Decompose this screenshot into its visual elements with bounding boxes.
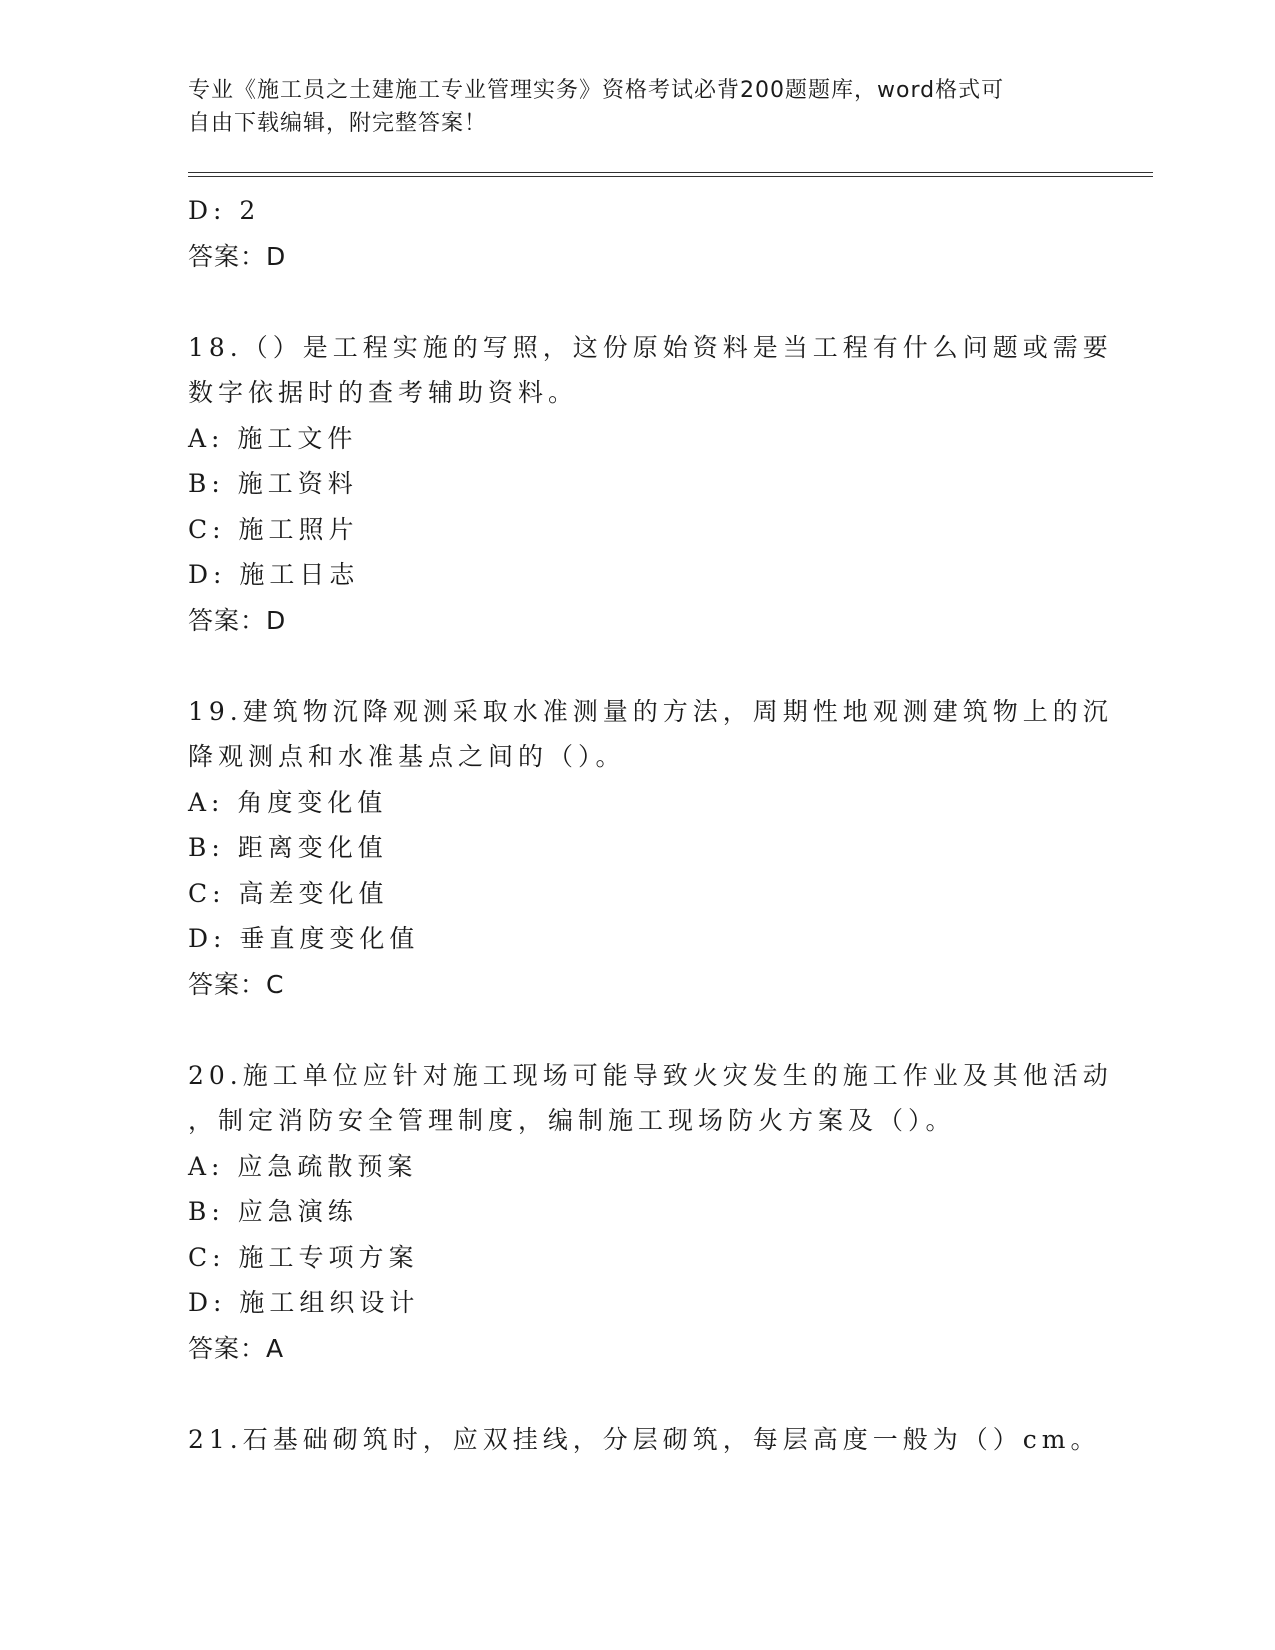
header-line-2: 自由下载编辑，附完整答案！ xyxy=(188,111,488,136)
question-content xyxy=(188,188,1113,1462)
option-d: D: 垂直度变化值 xyxy=(188,924,420,953)
question-text-line-1: 20.施工单位应针对施工现场可能导致火灾发生的施工作业及其他活动 xyxy=(188,1060,1113,1090)
option-b: B: 距离变化值 xyxy=(188,833,388,862)
question-19 xyxy=(188,689,1113,1008)
option-b: B: 应急演练 xyxy=(188,1197,358,1226)
header-line-1: 专业《施工员之土建施工专业管理实务》资格考试必背200题题库，word格式可 xyxy=(188,78,1005,103)
question-20 xyxy=(188,1053,1113,1372)
option-a: A: 施工文件 xyxy=(188,423,358,453)
header-rule-top xyxy=(188,172,1153,173)
question-18 xyxy=(188,325,1113,644)
answer-line: 答案：C xyxy=(188,969,285,999)
spacer xyxy=(188,1007,1088,1053)
page-header xyxy=(188,74,1068,140)
carryover-block xyxy=(188,188,1088,279)
option-a: A: 角度变化值 xyxy=(188,787,388,817)
option-c: C: 施工专项方案 xyxy=(188,1242,419,1272)
answer-line: 答案：D xyxy=(188,241,287,271)
question-text-line-1: 18.（）是工程实施的写照，这份原始资料是当工程有什么问题或需要 xyxy=(188,332,1113,362)
option-d: D: 施工日志 xyxy=(188,560,360,589)
spacer xyxy=(188,1371,1088,1417)
spacer xyxy=(188,279,1088,325)
header-rule-bottom xyxy=(188,176,1153,177)
question-text-line-2: 降观测点和水准基点之间的（）。 xyxy=(188,742,626,771)
answer-line: 答案：D xyxy=(188,605,287,635)
question-text-line-1: 19.建筑物沉降观测采取水准测量的方法，周期性地观测建筑物上的沉 xyxy=(188,696,1113,726)
spacer xyxy=(188,643,1088,689)
option-d: D: 2 xyxy=(188,196,261,225)
question-text-line-2: ，制定消防安全管理制度，编制施工现场防火方案及（）。 xyxy=(188,1106,956,1135)
question-text-line-2: 数字依据时的查考辅助资料。 xyxy=(188,378,579,407)
option-b: B: 施工资料 xyxy=(188,469,358,498)
answer-line: 答案：A xyxy=(188,1333,285,1363)
question-21 xyxy=(188,1417,1101,1463)
option-c: C: 施工照片 xyxy=(188,514,359,544)
option-d: D: 施工组织设计 xyxy=(188,1288,420,1317)
option-c: C: 高差变化值 xyxy=(188,878,389,908)
question-text-line-1: 21.石基础砌筑时，应双挂线，分层砌筑，每层高度一般为（）cm。 xyxy=(188,1424,1101,1454)
option-a: A: 应急疏散预案 xyxy=(188,1151,418,1181)
